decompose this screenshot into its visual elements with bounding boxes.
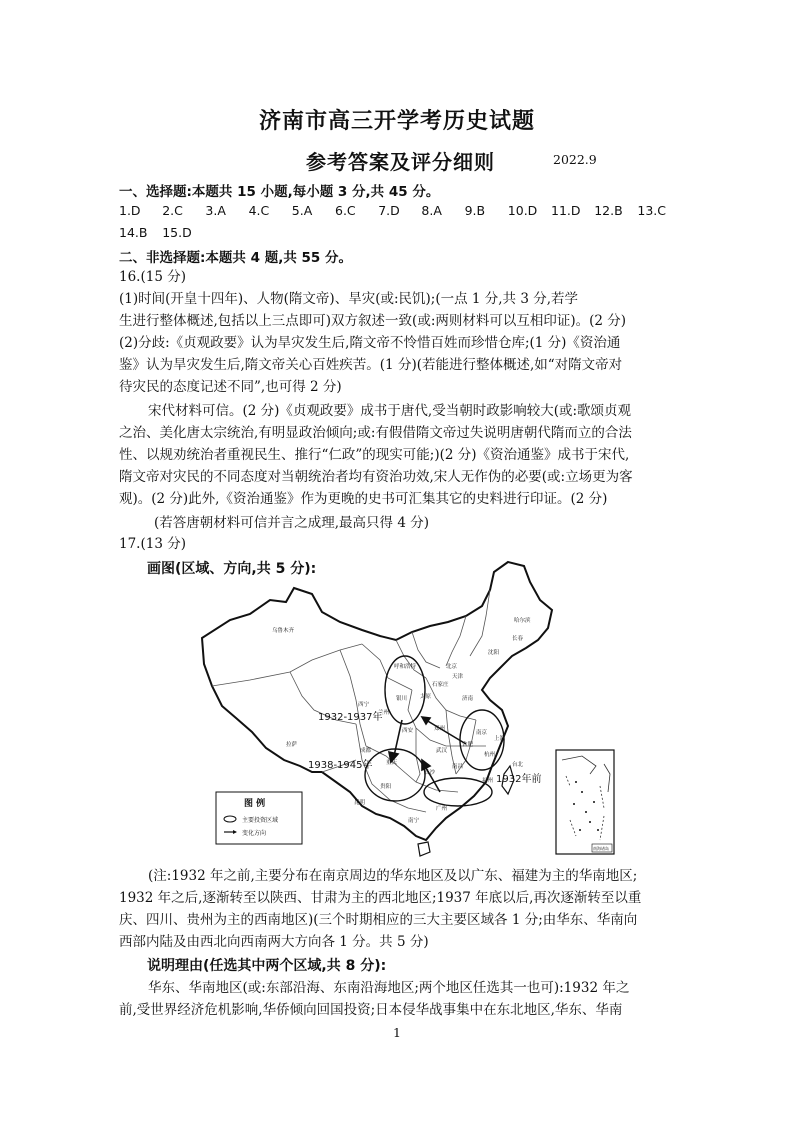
city-shijiazhuang: 石家庄 bbox=[432, 682, 449, 688]
city-chengdu: 成都 bbox=[360, 748, 372, 754]
exam-date: 2022.9 bbox=[553, 152, 597, 167]
city-beijing: 北京 bbox=[446, 664, 458, 670]
city-shanghai: 上海 bbox=[494, 736, 506, 742]
city-guiyang: 贵阳 bbox=[380, 784, 392, 790]
q17-reason-line: 华东、华南地区(或:东部沿海、东南沿海地区;两个地区任选其一也可):1932 年之 bbox=[148, 980, 630, 996]
q17-note-line: (注:1932 年之前,主要分布在南京周边的华东地区及以广东、福建为主的华南地区; bbox=[148, 868, 638, 884]
choice-answer: 3.A bbox=[205, 203, 226, 218]
city-guangzhou: 广州 bbox=[436, 806, 448, 812]
choice-answer: 11.D bbox=[551, 203, 581, 218]
legend-title: 图 例 bbox=[244, 799, 266, 809]
city-chongqing: 重庆 bbox=[386, 760, 398, 766]
hainan-island bbox=[418, 842, 430, 856]
q17-draw-heading: 画图(区域、方向,共 5 分): bbox=[147, 561, 317, 577]
city-lanzhou: 兰州 bbox=[378, 710, 390, 716]
south-china-sea-inset bbox=[556, 750, 614, 854]
choice-answer: 6.C bbox=[335, 203, 356, 218]
q16-para-line: 宋代材料可信。(2 分)《贞观政要》成书于唐代,受当朝时政影响较大(或:歌颂贞观 bbox=[148, 403, 632, 419]
q17-heading: 17.(13 分) bbox=[119, 536, 186, 552]
city-fuzhou: 福州 bbox=[482, 778, 494, 784]
city-tianjin: 天津 bbox=[452, 674, 464, 680]
city-taiyuan: 太原 bbox=[420, 694, 432, 700]
q16-line: (2)分歧:《贞观政要》认为旱灾发生后,隋文帝不怜惜百姓而珍惜仓库;(1 分)《资治通 bbox=[119, 335, 621, 351]
city-nanchang: 南昌 bbox=[452, 764, 464, 770]
city-changchun: 长春 bbox=[512, 636, 524, 642]
choice-answer: 1.D bbox=[119, 203, 141, 218]
q17-reason-line: 前,受世界经济危机影响,华侨倾向回国投资;日本侵华战事集中在东北地区,华东、华南 bbox=[119, 1002, 623, 1018]
q17-reason-heading: 说明理由(任选其中两个区域,共 8 分): bbox=[147, 958, 387, 974]
q16-para-line: 之治、美化唐太宗统治,有明显政治倾向;或:有假借隋文帝过失说明唐朝代隋而立的合法 bbox=[119, 425, 632, 441]
choice-answer: 10.D bbox=[507, 203, 538, 218]
city-hefei: 合肥 bbox=[462, 742, 474, 748]
legend-item-direction: 变化方向 bbox=[242, 830, 267, 837]
city-hohhot: 呼和浩特 bbox=[394, 664, 417, 670]
choice-answer: 7.D bbox=[378, 203, 400, 218]
legend-item-region: 主要投资区域 bbox=[242, 817, 279, 824]
city-wuhan: 武汉 bbox=[436, 748, 448, 754]
map-label-1932-1937: 1932-1937年 bbox=[318, 712, 383, 723]
china-map bbox=[190, 560, 620, 860]
choice-answer: 13.C bbox=[637, 203, 666, 218]
choice-answer: 12.B bbox=[594, 203, 623, 218]
city-shenyang: 沈阳 bbox=[488, 650, 500, 656]
q16-heading: 16.(15 分) bbox=[119, 269, 186, 285]
city-xian: 西安 bbox=[402, 728, 414, 734]
map-legend bbox=[216, 792, 302, 844]
city-changsha: 长沙 bbox=[424, 770, 436, 776]
city-taipei: 台北 bbox=[512, 762, 524, 768]
q16-note: (若答唐朝材料可信并言之成理,最高只得 4 分) bbox=[154, 515, 429, 531]
choice-answer: 4.C bbox=[248, 203, 270, 218]
choice-answer: 14.B bbox=[119, 225, 148, 240]
city-zhengzhou: 郑州 bbox=[434, 726, 446, 732]
page-number: 1 bbox=[393, 1025, 401, 1040]
choice-answer: 5.A bbox=[291, 203, 313, 218]
city-urumqi: 乌鲁木齐 bbox=[272, 628, 295, 634]
city-yinchuan: 银川 bbox=[396, 696, 408, 702]
page-title: 济南市高三开学考历史试题 bbox=[258, 108, 535, 134]
q16-para-line: 隋文帝对灾民的不同态度对当朝统治者均有资治功效,宋人无作伪的必要(或:立场更为客 bbox=[119, 469, 633, 485]
choice-answer: 15.D bbox=[162, 225, 192, 240]
city-harbin: 哈尔滨 bbox=[514, 618, 531, 624]
q17-note-line: 庆、四川、贵州为主的西南地区)(三个时期相应的三大主要区域各 1 分;由华东、华南向 bbox=[119, 912, 638, 928]
city-nanjing: 南京 bbox=[476, 730, 488, 736]
q16-para-line: 观)。(2 分)此外,《资治通鉴》作为更晚的史书可汇集其它的史料进行印证。(2 分) bbox=[119, 491, 608, 507]
city-hangzhou: 杭州 bbox=[484, 752, 496, 758]
q17-note-line: 西部内陆及由西北向西南两大方向各 1 分。共 5 分) bbox=[119, 934, 429, 950]
q16-line: (1)时间(开皇十四年)、人物(隋文帝)、旱灾(或:民饥);(一点 1 分,共 3 分,若学 bbox=[119, 291, 579, 307]
choice-answer: 8.A bbox=[421, 203, 442, 218]
city-lhasa: 拉萨 bbox=[286, 742, 298, 748]
q16-line: 生进行整体概述,包括以上三点即可)双方叙述一致(或:两则材料可以互相印证)。(2 分) bbox=[119, 313, 627, 329]
city-jinan: 济南 bbox=[462, 696, 474, 702]
section1-heading: 一、选择题:本题共 15 小题,每小题 3 分,共 45 分。 bbox=[119, 184, 440, 200]
city-kunming: 昆明 bbox=[354, 800, 366, 806]
choice-answer: 2.C bbox=[162, 203, 183, 218]
q17-note-line: 1932 年之后,逐渐转至以陕西、甘肃为主的西北地区;1937 年底以后,再次逐渐转至以重 bbox=[119, 890, 642, 906]
inset-caption: 南海诸岛 bbox=[593, 846, 609, 851]
q16-line: 鉴》认为旱灾发生后,隋文帝关心百姓疾苦。(1 分)(若能进行整体概述,如“对隋文帝对 bbox=[119, 357, 623, 373]
choice-answer: 9.B bbox=[464, 203, 486, 218]
q16-para-line: 性、以规劝统治者重视民生、推行“仁政”的现实可能;)(2 分)《资治通鉴》成书于宋代, bbox=[119, 447, 630, 463]
city-xining: 西宁 bbox=[358, 702, 370, 708]
q16-line: 待灾民的态度记述不同”,也可得 2 分) bbox=[119, 379, 342, 395]
map-label-1932-before: 1932年前 bbox=[496, 774, 542, 785]
city-nanning: 南宁 bbox=[408, 818, 420, 824]
map-label-1938-1945: 1938-1945年 bbox=[308, 760, 373, 771]
page-subtitle: 参考答案及评分细则 bbox=[306, 150, 495, 174]
section2-heading: 二、非选择题:本题共 4 题,共 55 分。 bbox=[119, 250, 353, 266]
